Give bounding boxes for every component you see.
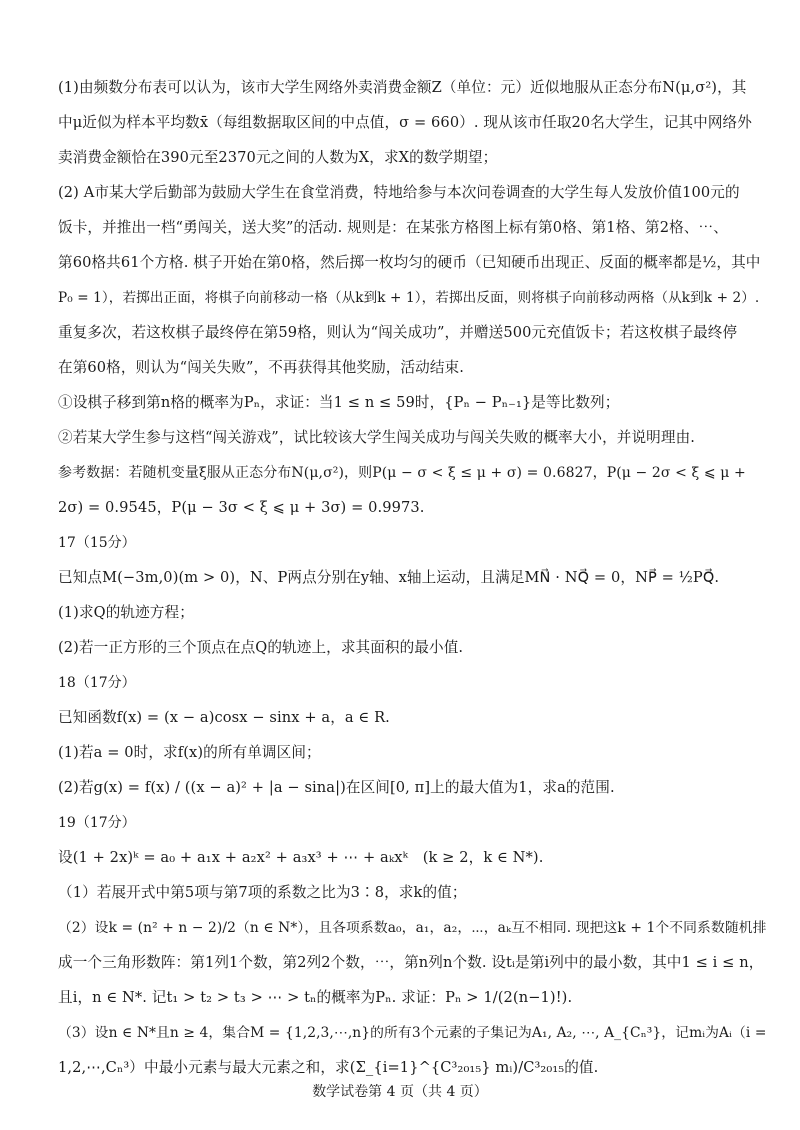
p17-statement: 已知点M(−3m,0)(m > 0)，N、P两点分别在y轴、x轴上运动，且满足MN⃗ · NQ⃗ = 0，NP⃗ = ½PQ⃗. xyxy=(58,569,720,586)
p16-part2-line2: 饭卡，并推出一档“勇闯关，送大奖”的活动. 规则是：在某张方格图上标有第0格、第1格、第2格、⋯、 xyxy=(58,219,728,236)
page-footer: 数学试卷第 4 页（共 4 页） xyxy=(312,1084,488,1100)
p18-statement: 已知函数f(x) = (x − a)cosx − sinx + a，a ∈ R. xyxy=(58,709,390,726)
p17-heading: 17（15分） xyxy=(58,535,136,551)
p19-part3-line2: 1,2,⋯,Cₙ³）中最小元素与最大元素之和，求(Σ_{i=1}^{C³₂₀₁₅} mᵢ)/C³₂₀₁₅的值. xyxy=(58,1059,599,1076)
exam-page xyxy=(58,78,767,1093)
p16-part2-line1: (2) A市某大学后勤部为鼓励大学生在食堂消费，特地给参与本次问卷调查的大学生每人发放价值100元的 xyxy=(58,184,740,201)
p17-part2: (2)若一正方形的三个顶点在点Q的轨迹上，求其面积的最小值. xyxy=(58,639,464,656)
p18-part1: (1)若a = 0时，求f(x)的所有单调区间； xyxy=(58,744,321,761)
p16-part2-line3: 第60格共61个方格. 棋子开始在第0格，然后掷一枚均匀的硬币（已知硬币出现正、反面的概率都是½，其中 xyxy=(58,254,761,271)
p16-part2-line6: 在第60格，则认为“闯关失败”，不再获得其他奖励，活动结束. xyxy=(58,359,464,376)
p19-part3-line1: （3）设n ∈ N*且n ≥ 4，集合M = {1,2,3,⋯,n}的所有3个元素的子集记为A₁, A₂, ⋯, A_{Cₙ³}，记mᵢ为Aᵢ（i = xyxy=(58,1025,767,1041)
p19-heading: 19（17分） xyxy=(58,815,136,831)
p16-subq2: ②若某大学生参与这档“闯关游戏”，试比较该大学生闯关成功与闯关失败的概率大小，并说明理由. xyxy=(58,429,696,446)
p18-part2: (2)若g(x) = f(x) / ((x − a)² + |a − sina|)在区间[0, π]上的最大值为1，求a的范围. xyxy=(58,779,615,796)
p18-heading: 18（17分） xyxy=(58,675,136,691)
p16-part1-line3: 卖消费金额恰在390元至2370元之间的人数为X，求X的数学期望； xyxy=(58,149,498,166)
p17-part1: (1)求Q的轨迹方程； xyxy=(58,604,194,621)
p16-reference-line2: 2σ) = 0.9545，P(μ − 3σ < ξ ⩽ μ + 3σ) = 0.9973. xyxy=(58,499,425,516)
p19-part2-line3: 且i，n ∈ N*. 记t₁ > t₂ > t₃ > ⋯ > tₙ的概率为Pₙ. 求证：Pₙ > 1/(2(n−1)!). xyxy=(58,989,573,1006)
p16-reference-line1: 参考数据：若随机变量ξ服从正态分布N(μ,σ²)，则P(μ − σ < ξ ≤ μ + σ) = 0.6827，P(μ − 2σ < ξ ⩽ μ + xyxy=(58,465,746,481)
p16-subq1: ①设棋子移到第n格的概率为Pₙ，求证：当1 ≤ n ≤ 59时，{Pₙ − Pₙ₋₁}是等比数列； xyxy=(58,394,620,411)
p19-part2-line1: （2）设k = (n² + n − 2)/2（n ∈ N*），且各项系数a₀，a₁，a₂，⋯，aₖ互不相同. 现把这k + 1个不同系数随机排 xyxy=(58,920,767,936)
p16-part1-line2: 中μ近似为样本平均数x̄（每组数据取区间的中点值，σ = 660）. 现从该市任取20名大学生，记其中网络外 xyxy=(58,114,752,131)
p16-part2-line5: 重复多次，若这枚棋子最终停在第59格，则认为“闯关成功”，并赠送500元充值饭卡；若这枚棋子最终停 xyxy=(58,324,738,341)
p19-part1: （1）若展开式中第5项与第7项的系数之比为3∶8，求k的值； xyxy=(58,884,467,901)
p19-statement: 设(1 + 2x)ᵏ = a₀ + a₁x + a₂x² + a₃x³ + ⋯ + aₖxᵏ (k ≥ 2，k ∈ N*). xyxy=(58,849,544,866)
p16-part2-line4: P₀ = 1），若掷出正面，将棋子向前移动一格（从k到k + 1），若掷出反面，则将棋子向前移动两格（从k到k + 2）. xyxy=(58,290,760,306)
p16-part1-line1: (1)由频数分布表可以认为，该市大学生网络外卖消费金额Z（单位：元）近似地服从正态分布N(μ,σ²)，其 xyxy=(58,79,747,96)
p19-part2-line2: 成一个三角形数阵：第1列1个数，第2列2个数，⋯，第n列n个数. 设tᵢ是第i列中的最小数，其中1 ≤ i ≤ n， xyxy=(58,954,764,971)
